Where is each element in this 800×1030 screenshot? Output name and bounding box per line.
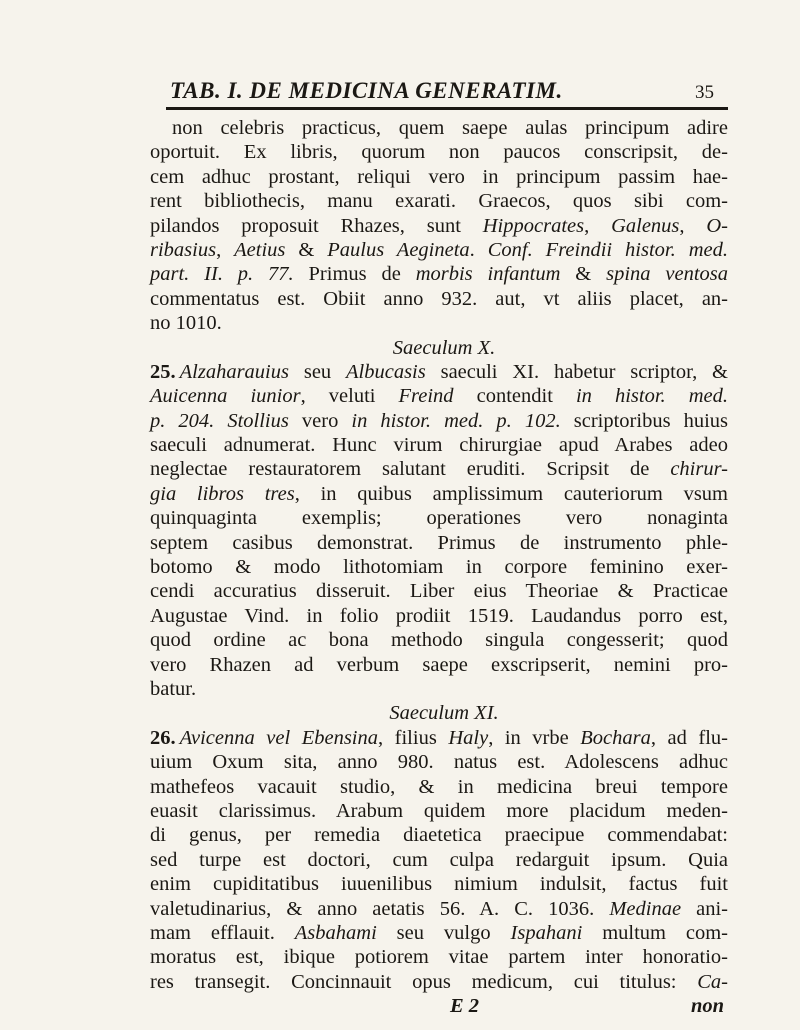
text-line: oportuit. Ex libris, quorum non paucos conscripsit, de- <box>150 141 728 164</box>
catchword: non <box>690 995 724 1018</box>
section-heading-saeculum-x: Saeculum X. <box>392 336 496 359</box>
text-line: res transegit. Concinnauit opus medicum, cui titulus: Ca- <box>150 970 728 993</box>
text-line: rent bibliothecis, manu exarati. Graecos, quos sibi com- <box>150 190 728 213</box>
section-heading-saeculum-xi: Saeculum XI. <box>389 702 499 725</box>
text-line: vero Rhazen ad verbum saepe exscripserit, nemini pro- <box>150 653 728 676</box>
page-body <box>150 116 728 1018</box>
text-line: sed turpe est doctori, cum culpa redarguit ipsum. Quia <box>150 848 728 871</box>
text-line: mathefeos vacauit studio, & in medicina breui tempore <box>150 775 728 798</box>
text-line: pilandos proposuit Rhazes, sunt Hippocrates, Galenus, O- <box>150 214 729 237</box>
text-line: moratus est, ibique potiorem vitae partem inter honoratio- <box>150 946 728 969</box>
paragraph-number: 25. <box>150 360 176 383</box>
text-line: septem casibus demonstrat. Primus de instrumento phle- <box>150 531 728 554</box>
text-line: neglectae restauratorem salutant eruditi. Scripsit de chirur- <box>150 458 728 481</box>
text-line: mam efflauit. Asbahami seu vulgo Ispahani multum com- <box>150 921 729 944</box>
text-line: gia libros tres, in quibus amplissimum cauteriorum vsum <box>150 482 728 505</box>
text-line: Auicenna iunior, veluti Freind contendit in histor. med. <box>150 385 728 408</box>
text-line: non celebris practicus, quem saepe aulas principum adire <box>172 117 728 139</box>
text-line: commentatus est. Obiit anno 932. aut, vt aliis placet, an- <box>150 287 728 310</box>
text-line: saeculi adnumerat. Hunc virum chirurgiae apud Arabes adeo <box>150 434 728 457</box>
text-line: valetudinarius, & anno aetatis 56. A. C. 1036. Medinae ani- <box>150 897 729 920</box>
signature-mark: E 2 <box>450 995 480 1018</box>
text-line: batur. <box>150 677 197 700</box>
page-header <box>170 74 720 104</box>
text-line: no 1010. <box>150 312 222 335</box>
paragraph-number: 26. <box>150 726 176 749</box>
text-line: Augustae Vind. in folio prodiit 1519. Laudandus porro est, <box>150 604 728 627</box>
text-line: 26. Avicenna vel Ebensina, filius Haly, in vrbe Bochara, ad flu- <box>150 726 728 749</box>
text-line: cem adhuc prostant, reliqui vero in principum passim hae- <box>150 165 728 188</box>
text-line: euasit clarissimus. Arabum quidem more placidum meden- <box>150 799 728 822</box>
running-head: TAB. I. DE MEDICINA GENERATIM. <box>170 78 563 103</box>
page-footer <box>150 994 728 1018</box>
text-line: quinquaginta exemplis; operationes vero nonaginta <box>150 507 728 530</box>
text-line: p. 204. Stollius vero in histor. med. p. 102. scriptoribus huius <box>150 409 729 432</box>
text-line: cendi accuratius disseruit. Liber eius Theoriae & Practicae <box>150 580 728 603</box>
text-line: di genus, per remedia diaetetica praecipue commendabat: <box>150 824 728 847</box>
text-line: botomo & modo lithotomiam in corpore feminino exer- <box>150 556 728 579</box>
header-rule <box>166 107 728 110</box>
text-line: enim cupiditatibus iuuenilibus nimium indulsit, factus fuit <box>150 873 728 896</box>
text-line: uium Oxum sita, anno 980. natus est. Adolescens adhuc <box>150 751 728 774</box>
text-line: part. II. p. 77. Primus de morbis infantum & spina ventosa <box>150 263 728 286</box>
text-line: 25. Alzaharauius seu Albucasis saeculi XI. habetur scriptor, & <box>150 360 728 383</box>
text-line: ribasius, Aetius & Paulus Aegineta. Conf. Freindii histor. med. <box>150 238 728 261</box>
page-number: 35 <box>695 82 714 103</box>
text-line: quod ordine ac bona methodo singula congesserit; quod <box>150 629 728 652</box>
